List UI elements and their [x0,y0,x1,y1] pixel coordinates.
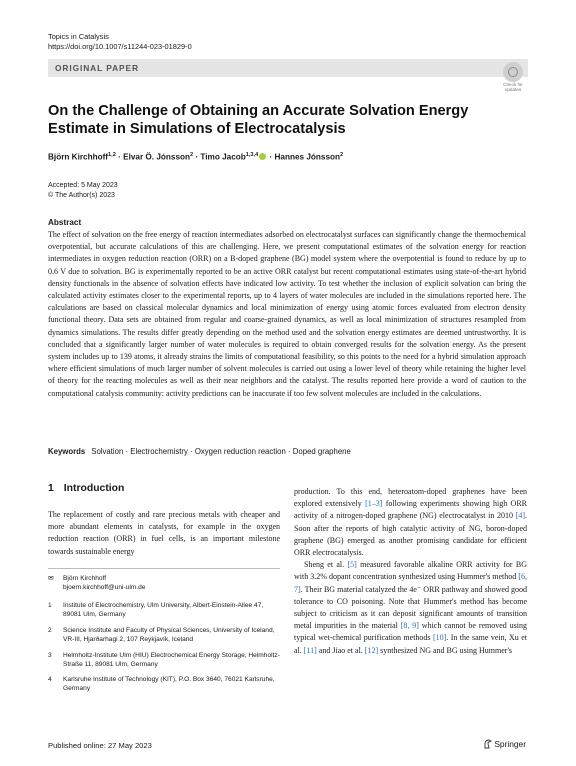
accepted-date: Accepted: 5 May 2023 [48,182,118,189]
check-updates-line1: Check for [503,82,523,87]
affiliation-item [48,626,280,644]
check-for-updates-badge[interactable] [497,62,529,96]
citation-link[interactable]: [5] [347,560,357,570]
citation-link[interactable]: [12] [364,645,379,655]
keywords-line [48,447,526,456]
article-dates [48,181,118,200]
author-affil-marks: 1,3,4 [245,152,259,158]
contact-email[interactable]: bjoern.kirchhoff@uni-ulm.de [63,584,146,591]
author-affil-marks: 1,2 [108,152,116,158]
citation-link[interactable]: [10] [432,633,447,643]
footnote-divider [48,568,280,569]
affiliation-item [48,675,280,693]
intro-paragraph [294,486,527,559]
doi-link[interactable]: https://doi.org/10.1007/s11244-023-01829-0 [48,42,192,51]
section-number: 1 [48,483,54,494]
affiliation-text: Karlsruhe Institute of Technology (KIT), P.O. Box 3640, 76021 Karlsruhe, Germany [63,676,275,692]
affiliation-text: Helmholtz-Institute Ulm (HIU) Electrochemical Energy Storage, Helmholtz-Straße 11, 89081 Ulm, Germany [63,652,280,668]
keywords-label: Keywords [48,447,86,456]
affiliation-item [48,601,280,619]
text-run: . In the same vein, Xu et al. [294,633,527,655]
section-title: Introduction [63,483,125,494]
affiliation-text: Institute of Electrochemistry, Ulm University, Albert-Einstein-Allee 47, 89081 Ulm, Germany [63,602,264,618]
citation-link[interactable]: [11] [303,645,317,655]
citation-link[interactable]: [1–3] [365,499,383,509]
affiliation-number: 1 [48,602,52,609]
author-separator: · [115,152,124,162]
paper-title: On the Challenge of Obtaining an Accurate Solvation Energy Estimate in Simulations of Electrocatalysis [48,103,469,137]
intro-column-right [294,486,527,657]
article-type-band [48,59,528,77]
published-online: Published online: 27 May 2023 [48,741,152,750]
affiliation-text: Science Institute and Faculty of Physical Sciences, University of Iceland, VR-III, Hjarðarhagi 2, 107 Reykjavík, Iceland [63,627,275,643]
author-name[interactable]: Hannes Jónsson [274,152,341,162]
abstract-text: The effect of solvation on the free energy of reaction intermediates adsorbed on electrocatalyst surfaces can significantly change the thermochemical overpotential, but accurate calculations of this are challenging. Here, we present computational estimates of the solvation energy for reaction intermediates in oxygen reduction reaction (ORR) on a B-doped graphene (BG) model system where the overpotential is found to reduce by up to 0.6 V due to solvation. BG is experimentally reported to be an active ORR catalyst but recent computational estimates using state-of-the-art hybrid density functionals in the absence of solvation effects have indicated low activity. To test whether the inclusion of explicit solvation can bring the calculated activity estimates closer to the experimental reports, up to 4 layers of water molecules are included in the simulations reported here. The calculations are based on classical molecular dynamics and local minimization of energy using atomic forces evaluated from electron density functional theory. Data sets are obtained from regular and coarse-grained dynamics, as well as local minimization of structures resampled from dynamics simulations. The results differ greatly depending on the method used and the solvation energy estimates are deemed untrustworthy. It is concluded that a significantly larger number of water molecules is required to obtain converged results for the solvation energy. As the present system includes up to 139 atoms, it already strains the limits of computational feasibility, so this points to the need for a hybrid simulation approach where efficient simulations of much larger number of solvent molecules is carried out using a lower level of theory while retaining the higher level of theory for the reacting molecules as well as their near neighbors and the catalyst. The results reported here provide a word of caution to the computational catalysis community: activity predictions can be inaccurate if too few solvent molecules are included in the calculations. [48,230,526,398]
text-run: Sheng et al. [304,560,348,570]
check-updates-line2: updates [504,87,522,92]
text-run: following experiments showing high ORR activity of a nitrogen-doped graphene (NG) electrocatalyst in 2010 [294,499,528,521]
text-run: . Soon after the reports of high catalytic activity of NG, boron-doped graphene (BG) emerged as another promising candidate for efficient ORR electrocatalysis. [294,511,527,558]
author-list [48,152,343,162]
affiliation-number: 2 [48,627,52,634]
text-run: and Jiao et al. [316,645,365,655]
author-separator: · [193,152,201,162]
text-run: production. To this end, heteroatom-doped graphenes have been explored extensively [294,487,527,509]
contact-name: Björn Kirchhoff [63,575,107,582]
section-heading-introduction [48,483,124,494]
intro-paragraph [294,559,527,657]
orcid-icon[interactable] [259,153,266,160]
article-type-label: ORIGINAL PAPER [55,63,139,73]
check-updates-icon [503,62,523,82]
affiliation-number: 3 [48,652,52,659]
author-affil-marks: 2 [340,152,344,158]
publisher-name: Springer [494,739,526,749]
intro-paragraph-left: The replacement of costly and rare precious metals with cheaper and more abundant elements in catalysts, for example in the oxygen reduction reaction (ORR) in fuel cells, is an important milestone towards sustainable energy [48,510,280,556]
author-separator: · [267,152,275,162]
envelope-icon: ✉ [48,575,54,582]
author-name[interactable]: Timo Jacob [200,152,246,162]
text-run: synthesized NG and BG using Hummer's [378,645,512,655]
author-name[interactable]: Elvar Ö. Jónsson [123,152,190,162]
keywords-list: Solvation · Electrochemistry · Oxygen reduction reaction · Doped graphene [91,447,351,456]
citation-link[interactable]: [6, 7] [294,572,527,594]
text-run: . Their BG material catalyzed the 4e⁻ ORR pathway and showed good tolerance to CO poisoning. Note that Hummer's method has become subject to criticism as it can deposit significant amounts of transition metal impurities in the material [294,584,527,631]
affiliation-item [48,651,280,669]
citation-link[interactable]: [8, 9] [400,621,419,631]
citation-link[interactable]: [4] [515,511,525,521]
corresponding-author-note [48,574,280,592]
abstract-heading: Abstract [48,218,82,227]
copyright-line: © The Author(s) 2023 [48,191,115,199]
springer-horse-icon [483,739,492,749]
author-name[interactable]: Björn Kirchhoff [48,152,109,162]
publisher-logo [483,739,526,749]
affiliation-number: 4 [48,676,52,683]
journal-name: Topics in Catalysis [48,32,109,41]
author-affil-marks: 2 [190,152,194,158]
text-run: measured favorable alkaline ORR activity for BG with 3.2% dopant concentration synthesized using Hummer's method [294,560,527,582]
text-run: which cannot be removed using typical wet-chemical purification methods [294,621,528,643]
